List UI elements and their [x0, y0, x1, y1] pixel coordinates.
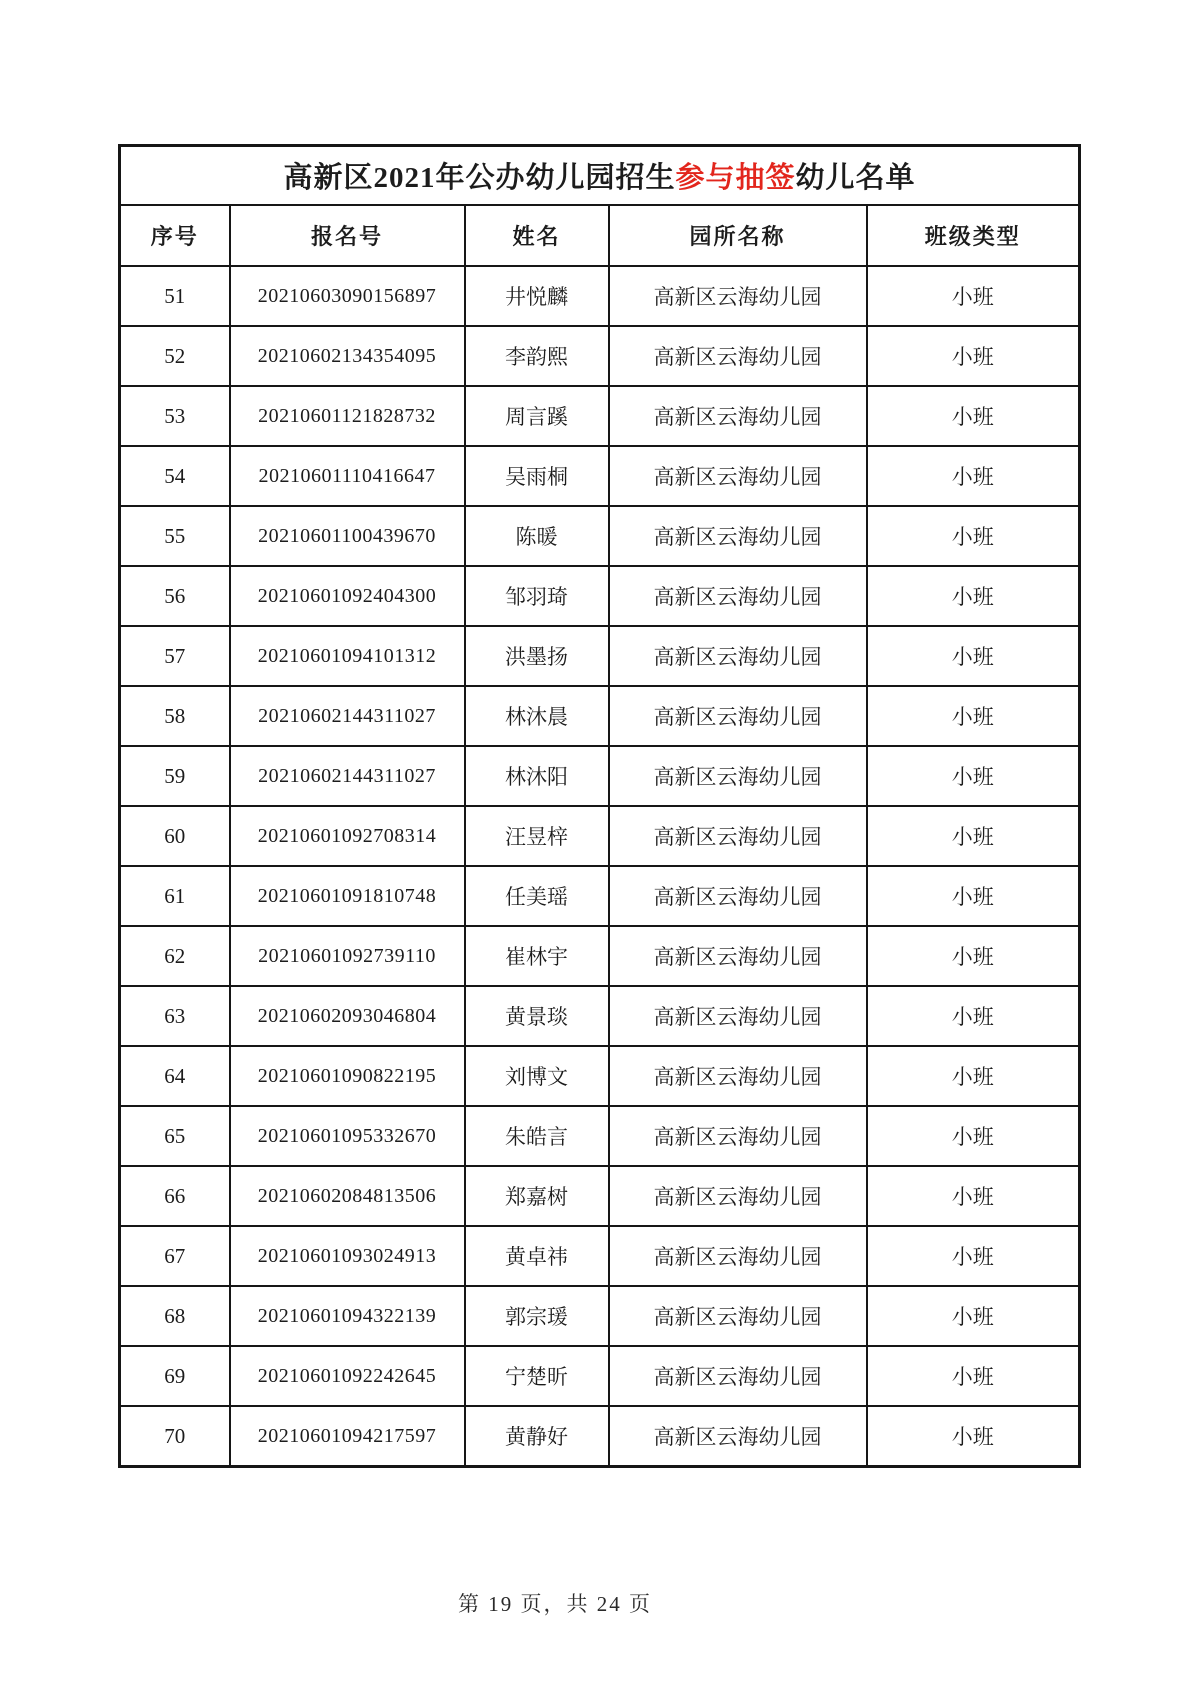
cell-name: 邹羽琦 — [465, 566, 609, 626]
cell-serial: 59 — [120, 746, 230, 806]
cell-serial: 70 — [120, 1406, 230, 1467]
cell-reg-no: 20210601100439670 — [230, 506, 465, 566]
cell-kindergarten: 高新区云海幼儿园 — [609, 986, 867, 1046]
cell-reg-no: 20210601110416647 — [230, 446, 465, 506]
cell-name: 刘博文 — [465, 1046, 609, 1106]
table-row — [120, 1226, 1080, 1286]
cell-kindergarten: 高新区云海幼儿园 — [609, 626, 867, 686]
cell-kindergarten: 高新区云海幼儿园 — [609, 746, 867, 806]
cell-name: 郑嘉树 — [465, 1166, 609, 1226]
cell-reg-no: 20210601093024913 — [230, 1226, 465, 1286]
table-row — [120, 926, 1080, 986]
cell-name: 崔林宇 — [465, 926, 609, 986]
cell-class-type: 小班 — [867, 506, 1080, 566]
cell-kindergarten: 高新区云海幼儿园 — [609, 1166, 867, 1226]
cell-serial: 54 — [120, 446, 230, 506]
table-body — [120, 266, 1080, 1467]
cell-serial: 66 — [120, 1166, 230, 1226]
cell-class-type: 小班 — [867, 1346, 1080, 1406]
table-row — [120, 446, 1080, 506]
cell-class-type: 小班 — [867, 446, 1080, 506]
cell-class-type: 小班 — [867, 1226, 1080, 1286]
cell-reg-no: 20210601091810748 — [230, 866, 465, 926]
cell-name: 朱皓言 — [465, 1106, 609, 1166]
cell-serial: 63 — [120, 986, 230, 1046]
table-row — [120, 806, 1080, 866]
cell-class-type: 小班 — [867, 326, 1080, 386]
cell-serial: 68 — [120, 1286, 230, 1346]
cell-name: 林沐晨 — [465, 686, 609, 746]
table-row — [120, 686, 1080, 746]
table-row — [120, 1046, 1080, 1106]
cell-kindergarten: 高新区云海幼儿园 — [609, 326, 867, 386]
cell-kindergarten: 高新区云海幼儿园 — [609, 1346, 867, 1406]
cell-name: 汪昱梓 — [465, 806, 609, 866]
col-header-registration-no: 报名号 — [230, 205, 465, 266]
cell-kindergarten: 高新区云海幼儿园 — [609, 1406, 867, 1467]
cell-class-type: 小班 — [867, 266, 1080, 326]
cell-class-type: 小班 — [867, 746, 1080, 806]
cell-serial: 56 — [120, 566, 230, 626]
cell-name: 宁楚昕 — [465, 1346, 609, 1406]
cell-class-type: 小班 — [867, 566, 1080, 626]
cell-kindergarten: 高新区云海幼儿园 — [609, 866, 867, 926]
cell-reg-no: 20210601092739110 — [230, 926, 465, 986]
title-prefix: 高新区2021年公办幼儿园招生 — [283, 162, 676, 194]
title-highlight: 参与抽签 — [675, 162, 796, 194]
cell-kindergarten: 高新区云海幼儿园 — [609, 506, 867, 566]
title-row — [120, 146, 1080, 206]
cell-serial: 52 — [120, 326, 230, 386]
cell-name: 李韵熙 — [465, 326, 609, 386]
cell-name: 吴雨桐 — [465, 446, 609, 506]
cell-class-type: 小班 — [867, 1046, 1080, 1106]
page-title — [120, 146, 1080, 206]
cell-serial: 58 — [120, 686, 230, 746]
cell-kindergarten: 高新区云海幼儿园 — [609, 1046, 867, 1106]
cell-serial: 62 — [120, 926, 230, 986]
cell-name: 洪墨扬 — [465, 626, 609, 686]
cell-serial: 65 — [120, 1106, 230, 1166]
cell-reg-no: 20210601094101312 — [230, 626, 465, 686]
cell-serial: 69 — [120, 1346, 230, 1406]
col-header-serial: 序号 — [120, 205, 230, 266]
cell-serial: 53 — [120, 386, 230, 446]
cell-class-type: 小班 — [867, 926, 1080, 986]
table-row — [120, 1106, 1080, 1166]
table-row — [120, 1346, 1080, 1406]
table-row — [120, 326, 1080, 386]
cell-reg-no: 20210603090156897 — [230, 266, 465, 326]
cell-kindergarten: 高新区云海幼儿园 — [609, 446, 867, 506]
cell-reg-no: 20210601094217597 — [230, 1406, 465, 1467]
cell-kindergarten: 高新区云海幼儿园 — [609, 266, 867, 326]
table-row — [120, 266, 1080, 326]
cell-class-type: 小班 — [867, 1286, 1080, 1346]
cell-serial: 61 — [120, 866, 230, 926]
cell-class-type: 小班 — [867, 686, 1080, 746]
cell-kindergarten: 高新区云海幼儿园 — [609, 926, 867, 986]
cell-serial: 51 — [120, 266, 230, 326]
table-row — [120, 626, 1080, 686]
cell-reg-no: 20210601092404300 — [230, 566, 465, 626]
roster-table — [118, 144, 1081, 1468]
cell-name: 黄静好 — [465, 1406, 609, 1467]
cell-kindergarten: 高新区云海幼儿园 — [609, 1106, 867, 1166]
table-row — [120, 986, 1080, 1046]
header-row — [120, 205, 1080, 266]
cell-name: 黄卓祎 — [465, 1226, 609, 1286]
cell-reg-no: 20210602084813506 — [230, 1166, 465, 1226]
cell-class-type: 小班 — [867, 386, 1080, 446]
cell-serial: 60 — [120, 806, 230, 866]
table-row — [120, 1166, 1080, 1226]
cell-reg-no: 20210601090822195 — [230, 1046, 465, 1106]
cell-name: 陈暖 — [465, 506, 609, 566]
table-row — [120, 386, 1080, 446]
cell-class-type: 小班 — [867, 866, 1080, 926]
cell-reg-no: 20210602134354095 — [230, 326, 465, 386]
cell-reg-no: 20210601121828732 — [230, 386, 465, 446]
cell-kindergarten: 高新区云海幼儿园 — [609, 386, 867, 446]
cell-name: 黄景琰 — [465, 986, 609, 1046]
cell-class-type: 小班 — [867, 1166, 1080, 1226]
cell-class-type: 小班 — [867, 806, 1080, 866]
cell-reg-no: 20210602144311027 — [230, 746, 465, 806]
cell-kindergarten: 高新区云海幼儿园 — [609, 1226, 867, 1286]
cell-name: 任美瑶 — [465, 866, 609, 926]
table-row — [120, 746, 1080, 806]
cell-serial: 64 — [120, 1046, 230, 1106]
cell-kindergarten: 高新区云海幼儿园 — [609, 566, 867, 626]
cell-serial: 57 — [120, 626, 230, 686]
cell-name: 周言蹊 — [465, 386, 609, 446]
col-header-kindergarten: 园所名称 — [609, 205, 867, 266]
cell-serial: 55 — [120, 506, 230, 566]
page-number: 第 19 页，共 24 页 — [458, 1592, 652, 1616]
cell-kindergarten: 高新区云海幼儿园 — [609, 686, 867, 746]
table-row — [120, 566, 1080, 626]
cell-class-type: 小班 — [867, 626, 1080, 686]
col-header-name: 姓名 — [465, 205, 609, 266]
table-row — [120, 866, 1080, 926]
cell-serial: 67 — [120, 1226, 230, 1286]
cell-reg-no: 20210601092708314 — [230, 806, 465, 866]
cell-name: 林沐阳 — [465, 746, 609, 806]
cell-reg-no: 20210602093046804 — [230, 986, 465, 1046]
table-row — [120, 506, 1080, 566]
cell-kindergarten: 高新区云海幼儿园 — [609, 806, 867, 866]
cell-name: 井悦麟 — [465, 266, 609, 326]
table-row — [120, 1286, 1080, 1346]
col-header-class-type: 班级类型 — [867, 205, 1080, 266]
cell-reg-no: 20210601094322139 — [230, 1286, 465, 1346]
cell-reg-no: 20210602144311027 — [230, 686, 465, 746]
cell-class-type: 小班 — [867, 1406, 1080, 1467]
table-row — [120, 1406, 1080, 1467]
cell-class-type: 小班 — [867, 1106, 1080, 1166]
cell-reg-no: 20210601095332670 — [230, 1106, 465, 1166]
cell-kindergarten: 高新区云海幼儿园 — [609, 1286, 867, 1346]
cell-name: 郭宗瑗 — [465, 1286, 609, 1346]
cell-reg-no: 20210601092242645 — [230, 1346, 465, 1406]
cell-class-type: 小班 — [867, 986, 1080, 1046]
title-suffix: 幼儿名单 — [795, 162, 916, 194]
